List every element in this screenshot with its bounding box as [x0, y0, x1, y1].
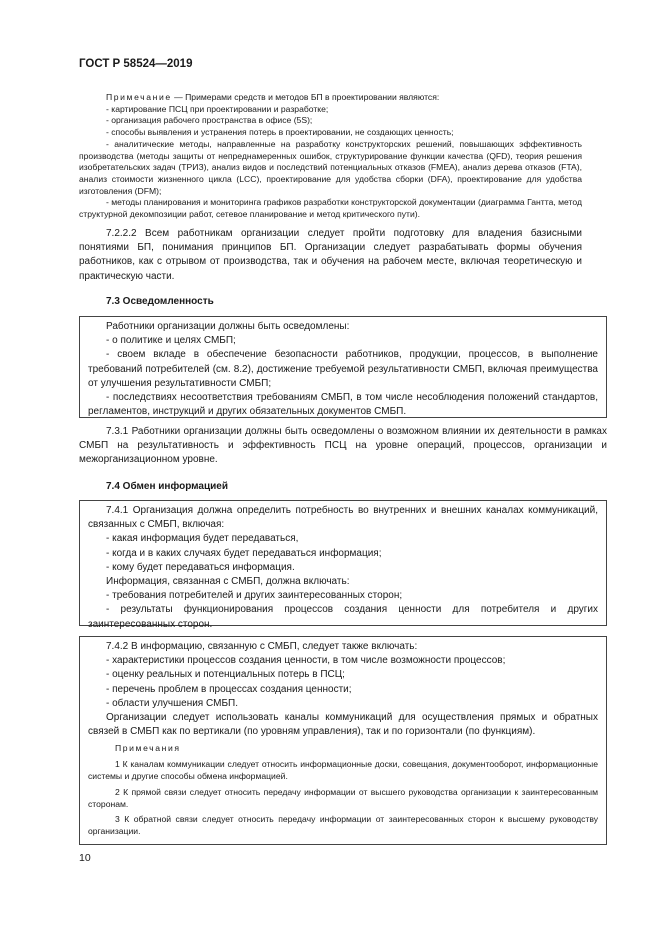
box-item: - перечень проблем в процессах создания ценности; [106, 683, 352, 695]
note-planning: - методы планирования и мониторинга графиков разработки конструкторской документации (диаграмма Гантта, метод структурной декомпозиции работ, сетевое планирование и метод критического пути). [79, 197, 582, 220]
note-intro-text: — Примерами средств и методов БП в проектировании являются: [171, 92, 440, 102]
paragraph-7-3-1 [79, 425, 607, 468]
box-channels: Организации следует использовать каналы коммуникаций для осуществления прямых и обратных связей в СМБП как по вертикали (по уровням управления), так и по горизонтали (по функциям). [88, 712, 598, 738]
box-item: - характеристики процессов создания ценности, в том числе возможности процессов; [106, 655, 506, 667]
box-item: - последствиях несоответствия требованиям СМБП, в том числе несоблюдения положений стандартов, регламентов, инструкций и других обязательных документов СМБП. [88, 392, 598, 418]
box-intro: Работники организации должны быть осведомлены: [106, 321, 350, 332]
paragraph-text: 7.3.1 Работники организации должны быть осведомлены о возможном влиянии их деятельности в рамках СМБП на результативность и эффективность ПСЦ на уровне операций, процессов, организации и межорганизационном уровне. [79, 426, 607, 466]
box-item: - результаты функционирования процессов создания ценности для потребителя и других заинтересованных сторон. [88, 604, 598, 630]
note-item: - способы выявления и устранения потерь в проектировании, не создающих ценность; [106, 127, 454, 138]
page-number: 10 [79, 852, 91, 864]
section-heading-7-3: 7.3 Осведомленность [106, 296, 214, 307]
box-info: Информация, связанная с СМБП, должна включать: [106, 576, 350, 588]
notes-label-text: Примечания [115, 743, 181, 754]
box-intro: 7.4.2 В информацию, связанную с СМБП, следует также включать: [106, 641, 418, 652]
section-heading-7-4: 7.4 Обмен информацией [106, 481, 229, 492]
box-item: - о политике и целях СМБП; [106, 335, 236, 347]
box-item: - кому будет передаваться информация. [106, 561, 295, 573]
note-item: 1 К каналам коммуникации следует относить информационные доски, совещания, документооборот, информационные системы и другие способы обмена информацией. [88, 759, 598, 782]
paragraph-7-2-2-2 [79, 227, 582, 284]
box-item: - своем вкладе в обеспечение безопасности работников, продукции, процессов, в выполнение требований потребителей (см. 8.2), достижение требуемой результативности СМБП, включая преимущества от улучшения результативности СМБП; [88, 349, 598, 389]
note-block [79, 92, 582, 221]
box-intro: 7.4.1 Организация должна определить потребность во внутренних и внешних каналах коммуникаций, связанных с СМБП, включая: [88, 505, 598, 531]
note-item: - организация рабочего пространства в офисе (5S); [106, 115, 313, 126]
note-item: 3 К обратной связи следует относить передачу информации от заинтересованных сторон к высшему руководству организации. [88, 814, 598, 837]
box-item: - области улучшения СМБП. [106, 697, 238, 709]
box-item: - когда и в каких случаях будет передаваться информация; [106, 547, 382, 559]
communication-needs-box [79, 500, 607, 630]
note-label: Примечание [106, 92, 172, 102]
note-analytic: - аналитические методы, направленные на разработку конструкторских решений, повышающих эффективность производства (методы защиты от непреднамеренных ошибок, структурирование функции качества (QFD), теория решения изобретательских задач (ТРИЗ), анализ видов и последствий потенциальных отказов (FMEA), анализ дерева отказов (FTA), анализ стоимости жизненного цикла (LCC), проектирование для удобства сборки (DFA), проектирование для удобства изготовления (DFM); [79, 138, 582, 196]
paragraph-text: 7.2.2.2 Всем работникам организации следует пройти подготовку для владения базисными понятиями БП, понимания принципов БП. Организации следует разрабатывать формы обучения работников, как с отрывом от производства, так и обучения на рабочем месте, включая теоретическую и практическую части. [79, 228, 582, 282]
information-content-box [79, 636, 607, 845]
note-intro [79, 92, 582, 104]
note-item: 2 К прямой связи следует относить передачу информации от высшего руководства организации к заинтересованным сторонам. [88, 786, 598, 809]
awareness-box [79, 316, 607, 418]
box-item: - оценку реальных и потенциальных потерь в ПСЦ; [106, 669, 345, 681]
box-item: - какая информация будет передаваться, [106, 533, 299, 545]
document-header: ГОСТ Р 58524—2019 [79, 58, 193, 70]
box-item: - требования потребителей и других заинтересованных сторон; [106, 590, 403, 602]
note-item: - картирование ПСЦ при проектировании и разработке; [106, 103, 329, 114]
notes-label [88, 743, 598, 755]
